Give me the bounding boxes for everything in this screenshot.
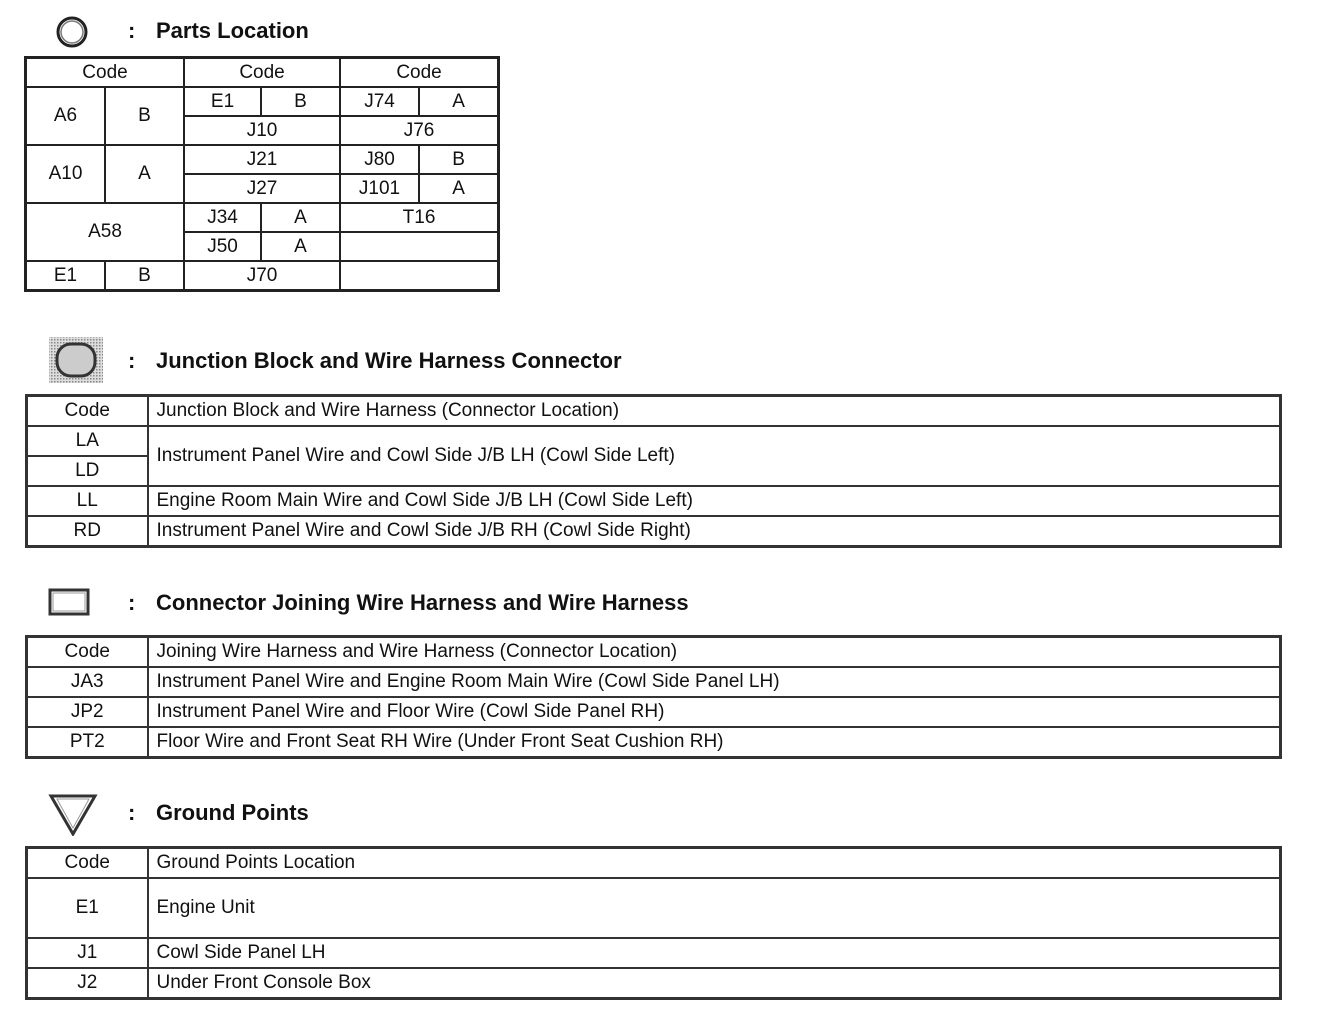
code-cell: A6: [26, 87, 105, 145]
code-cell: J27: [184, 174, 340, 203]
circle-icon: [54, 14, 90, 50]
parts-location-table: [25, 57, 499, 291]
connector-joining-heading: [0, 582, 1328, 622]
ground-points-heading: [0, 792, 1328, 832]
code-cell: J101: [340, 174, 419, 203]
table-row: [27, 667, 1281, 697]
rectangle-connector-icon: [48, 586, 92, 618]
header-code: Code: [340, 58, 498, 87]
heading-colon: :: [128, 800, 136, 825]
table-row: [27, 697, 1281, 727]
junction-block-heading: [0, 340, 1328, 380]
description-cell: Instrument Panel Wire and Engine Room Main Wire (Cowl Side Panel LH): [148, 667, 1281, 697]
code-cell: JP2: [27, 697, 148, 727]
section-title: Parts Location: [156, 18, 309, 43]
section-title: Ground Points: [156, 800, 309, 825]
code-cell: RD: [27, 516, 148, 547]
header-description: Joining Wire Harness and Wire Harness (Connector Location): [148, 637, 1281, 668]
table-row: [26, 203, 498, 232]
description-cell: Instrument Panel Wire and Floor Wire (Cowl Side Panel RH): [148, 697, 1281, 727]
description-cell: Engine Room Main Wire and Cowl Side J/B LH (Cowl Side Left): [148, 486, 1281, 516]
heading-colon: :: [128, 590, 136, 615]
code-cell: LA: [27, 426, 148, 456]
description-cell: Instrument Panel Wire and Cowl Side J/B RH (Cowl Side Right): [148, 516, 1281, 547]
empty-cell: [340, 261, 498, 290]
description-cell: Instrument Panel Wire and Cowl Side J/B LH (Cowl Side Left): [148, 426, 1281, 486]
code-cell: J10: [184, 116, 340, 145]
junction-block-table: [25, 394, 1282, 548]
code-cell: J74: [340, 87, 419, 116]
description-cell: Cowl Side Panel LH: [148, 938, 1281, 968]
code-cell: E1: [27, 878, 148, 938]
table-row: [26, 145, 498, 174]
table-row: [26, 261, 498, 290]
code-cell: J34: [184, 203, 261, 232]
header-code: Code: [27, 637, 148, 668]
location-cell: A: [419, 87, 498, 116]
code-cell: J2: [27, 968, 148, 999]
location-cell: A: [419, 174, 498, 203]
header-code: Code: [27, 848, 148, 879]
description-cell: Engine Unit: [148, 878, 1281, 938]
table-row: [27, 938, 1281, 968]
section-title: Junction Block and Wire Harness Connector: [156, 348, 622, 373]
table-row: [27, 727, 1281, 758]
code-cell: LL: [27, 486, 148, 516]
table-row: [27, 878, 1281, 938]
table-row: [27, 968, 1281, 999]
code-cell: J1: [27, 938, 148, 968]
header-code: Code: [27, 396, 148, 427]
table-row: [27, 637, 1281, 668]
code-cell: JA3: [27, 667, 148, 697]
location-cell: B: [419, 145, 498, 174]
code-cell: J70: [184, 261, 340, 290]
code-cell: A58: [26, 203, 184, 261]
location-cell: B: [105, 87, 184, 145]
code-cell: J76: [340, 116, 498, 145]
table-row: [27, 486, 1281, 516]
code-cell: LD: [27, 456, 148, 486]
location-cell: A: [105, 145, 184, 203]
heading-colon: :: [128, 18, 136, 43]
triangle-ground-icon: [48, 792, 98, 836]
table-row: [26, 58, 498, 87]
location-cell: A: [261, 232, 340, 261]
ground-points-table: [25, 846, 1282, 1000]
table-row: [27, 516, 1281, 547]
heading-colon: :: [128, 348, 136, 373]
empty-cell: [340, 232, 498, 261]
location-cell: B: [261, 87, 340, 116]
table-row: [27, 396, 1281, 427]
code-cell: J50: [184, 232, 261, 261]
code-cell: PT2: [27, 727, 148, 758]
table-row: [27, 848, 1281, 879]
section-title: Connector Joining Wire Harness and Wire Harness: [156, 590, 689, 615]
description-cell: Floor Wire and Front Seat RH Wire (Under Front Seat Cushion RH): [148, 727, 1281, 758]
location-cell: A: [261, 203, 340, 232]
header-description: Ground Points Location: [148, 848, 1281, 879]
code-cell: E1: [184, 87, 261, 116]
junction-block-icon: [48, 336, 104, 384]
code-cell: E1: [26, 261, 105, 290]
code-cell: A10: [26, 145, 105, 203]
description-cell: Under Front Console Box: [148, 968, 1281, 999]
header-code: Code: [26, 58, 184, 87]
parts-location-heading: [0, 12, 1328, 52]
header-description: Junction Block and Wire Harness (Connector Location): [148, 396, 1281, 427]
location-cell: B: [105, 261, 184, 290]
table-row: [26, 87, 498, 116]
table-row: [27, 426, 1281, 456]
connector-joining-table: [25, 635, 1282, 759]
code-cell: J80: [340, 145, 419, 174]
code-cell: T16: [340, 203, 498, 232]
code-cell: J21: [184, 145, 340, 174]
header-code: Code: [184, 58, 340, 87]
